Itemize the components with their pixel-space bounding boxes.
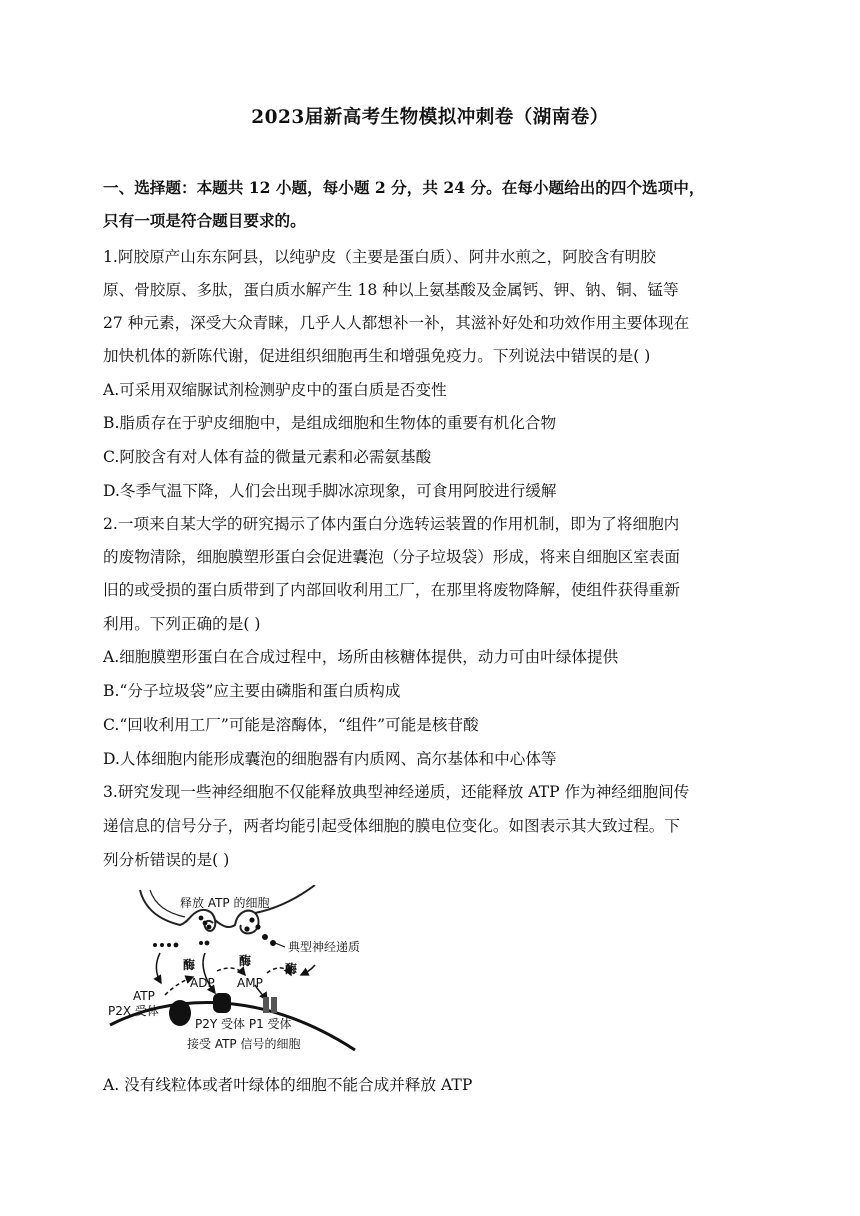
exam-title: 2023届新高考生物模拟冲刺卷（湖南卷）: [251, 107, 609, 128]
label-amp: AMP: [237, 976, 263, 990]
q2-stem-line-2: 的废物清除，细胞膜塑形蛋白会促进囊泡（分子垃圾袋）形成，将来自细胞区室表面: [103, 548, 680, 566]
q2-stem-line-4: 利用。下列正确的是( ): [103, 615, 261, 633]
label-enzyme-3: 酶: [285, 962, 298, 976]
q2-option-c: C.“回收利用工厂”可能是溶酶体，“组件”可能是核苷酸: [103, 716, 479, 734]
q3-stem-line-1: 3.研究发现一些神经细胞不仅能释放典型神经递质，还能释放 ATP 作为神经细胞间传: [103, 783, 690, 801]
atp-signaling-diagram: [105, 885, 365, 1055]
q1-stem-line-1: 1.阿胶原产山东东阿县，以纯驴皮（主要是蛋白质）、阿井水煎之，阿胶含有明胶: [103, 248, 656, 266]
q1-option-a: A.可采用双缩脲试剂检测驴皮中的蛋白质是否变性: [103, 381, 447, 399]
label-receiving-cell: 接受 ATP 信号的细胞: [187, 1037, 301, 1051]
q2-option-d: D.人体细胞内能形成囊泡的细胞器有内质网、高尔基体和中心体等: [103, 750, 557, 768]
q1-option-b: B.脂质存在于驴皮细胞中，是组成细胞和生物体的重要有机化合物: [103, 414, 557, 432]
q1-stem-line-2: 原、骨胶原、多肽，蛋白质水解产生 18 种以上氨基酸及金属钙、钾、钠、铜、锰等: [103, 281, 679, 299]
p2y-receptor: [213, 993, 231, 1013]
q3-stem-line-2: 递信息的信号分子，两者均能引起受体细胞的膜电位变化。如图表示其大致过程。下: [103, 817, 680, 835]
q2-stem-line-3: 旧的或受损的蛋白质带到了内部回收利用工厂，在那里将废物降解，使组件获得重新: [103, 581, 680, 599]
label-typical-transmitter: 典型神经递质: [288, 940, 361, 954]
q1-stem-line-4: 加快机体的新陈代谢，促进组织细胞再生和增强免疫力。下列说法中错误的是( ): [103, 347, 651, 365]
label-enzyme-2: 酶: [239, 954, 252, 968]
q3-stem-line-3: 列分析错误的是( ): [103, 851, 230, 869]
section-header-line-2: 只有一项是符合题目要求的。: [103, 211, 306, 230]
q3-option-a: A. 没有线粒体或者叶绿体的细胞不能合成并释放 ATP: [103, 1076, 473, 1094]
label-enzyme-1: 酶: [183, 958, 196, 972]
q2-option-b: B.“分子垃圾袋”应主要由磷脂和蛋白质构成: [103, 682, 401, 700]
section-header-line-1: 一、选择题：本题共 12 小题，每小题 2 分，共 24 分。在每小题给出的四个选项中，: [103, 178, 705, 197]
q1-option-c: C.阿胶含有对人体有益的微量元素和必需氨基酸: [103, 448, 432, 466]
q2-option-a: A.细胞膜塑形蛋白在合成过程中，场所由核糖体提供，动力可由叶绿体提供: [103, 648, 619, 666]
label-releasing-cell: 释放 ATP 的细胞: [180, 896, 270, 910]
q2-stem-line-1: 2.一项来自某大学的研究揭示了体内蛋白分选转运装置的作用机制，即为了将细胞内: [103, 515, 680, 533]
q1-option-d: D.冬季气温下降，人们会出现手脚冰凉现象，可食用阿胶进行缓解: [103, 482, 557, 500]
p2x-receptor: [169, 1000, 191, 1026]
label-p2x-receptor: P2X 受体: [108, 1004, 159, 1018]
label-adp: ADP: [190, 976, 215, 990]
q1-stem-line-3: 27 种元素，深受大众青睐，几乎人人都想补一补，其滋补好处和功效作用主要体现在: [103, 314, 690, 332]
label-p2y-p1-receptor: P2Y 受体 P1 受体: [195, 1017, 292, 1031]
p1-receptor: [263, 997, 269, 1013]
label-atp: ATP: [133, 989, 155, 1003]
